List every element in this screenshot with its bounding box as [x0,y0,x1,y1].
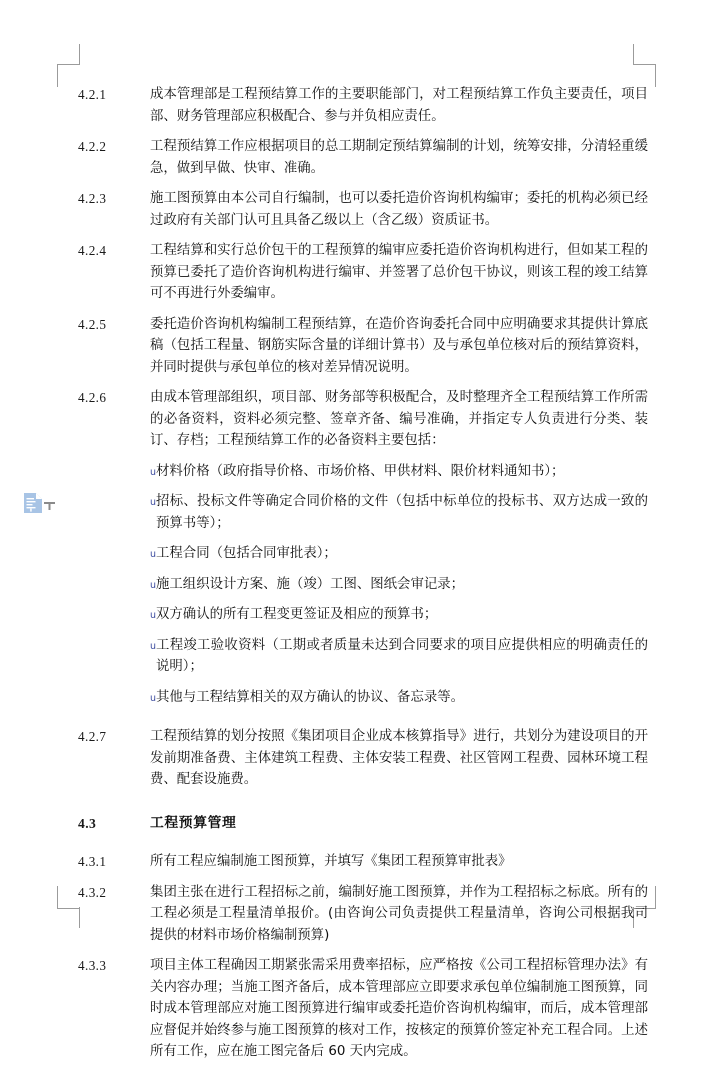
list-item [150,635,648,678]
list-item [150,461,648,483]
clause-4-3-1 [78,851,648,873]
clause-4-2-1 [78,84,648,127]
list-item-text: 双方确认的所有工程变更签证及相应的预算书； [156,607,438,622]
clause-4-3-3 [78,955,648,1063]
clause-4-2-7 [78,726,648,791]
clause-text: 工程结算和实行总价包干的工程预算的编审应委托造价咨询机构进行，但如某工程的预算已委托了造价咨询机构进行编审、并签署了总价包干协议，则该工程的竣工结算可不再进行外委编审。 [150,243,648,301]
clause-4-2-2 [78,136,648,179]
clause-text: 工程预结算的划分按照《集团项目企业成本核算指导》进行，共划分为建设项目的开发前期准备费、主体建筑工程费、主体安装工程费、社区管网工程费、园林环境工程费、配套设施费。 [150,729,648,787]
clause-number: 4.2.6 [78,390,107,405]
clause-text: 集团主张在进行工程招标之前，编制好施工图预算，并作为工程招标之标底。所有的工程必须是工程量清单报价。(由咨询公司负责提供工程量清单，咨询公司根据我司提供的材料市场价格编制预算) [150,884,648,943]
clause-number: 4.2.2 [78,139,107,154]
clause-number: 4.3.2 [78,884,107,900]
clause-text: 所有工程应编制施工图预算，并填写《集团工程预算审批表》 [150,854,512,869]
clause-text: 项目主体工程确因工期紧张需采用费率招标，应严格按《公司工程招标管理办法》有关内容办理；当施工图齐备后，成本管理部应立即要求承包单位编制施工图预算，同时成本管理部应对施工图预算进行编审或委托造价咨询机构编审，而后，成本管理部应督促并始终参与施工图预算的核对工作，按核定的预算价签定补充工程合同。上述所有工作，应在施工图完备后 60 天内完成。 [150,958,648,1059]
crop-mark-top-left [57,64,80,87]
list-item-text: 招标、投标文件等确定合同价格的文件（包括中标单位的投标书、双方达成一致的预算书等）； [156,494,648,531]
section-title: 工程预算管理 [150,814,237,831]
clause-text: 成本管理部是工程预结算工作的主要职能部门，对工程预结算工作负主要责任，项目部、财务管理部应积极配合、参与并负相应责任。 [150,87,648,124]
clause-number: 4.2.7 [78,729,107,744]
list-item-text: 施工组织设计方案、施（竣）工图、图纸会审记录； [156,576,465,592]
square-bullet-icon: u [150,579,157,591]
required-documents-list [150,461,648,718]
section-heading-4-3 [78,813,648,835]
clause-number: 4.2.4 [78,243,107,258]
list-item-text: 工程合同（包括合同审批表）； [156,546,337,561]
clause-number: 4.2.1 [78,87,107,102]
clause-text: 委托造价咨询机构编制工程预结算，在造价咨询委托合同中应明确要求其提供计算底稿（包括工程量、钢筋实际含量的详细计算书）及与承包单位核对后的预结算资料，并同时提供与承包单位的核对差异情况说明。 [150,316,648,375]
crop-mark-bottom-left [57,886,80,909]
list-item [150,604,648,626]
document-body [78,84,648,1072]
list-item-text: 材料价格（政府指导价格、市场价格、甲供材料、限价材料通知书）； [156,463,565,479]
square-bullet-icon: u [150,640,157,652]
clause-number: 4.2.3 [78,191,107,206]
document-page-icon[interactable] [24,493,42,513]
square-bullet-icon: u [150,466,157,478]
clause-4-3-2 [78,882,648,947]
list-item [150,574,648,596]
list-item [150,543,648,565]
clause-text: 施工图预算由本公司自行编制，也可以委托造价咨询机构编审；委托的机构必须已经过政府有关部门认可且具备乙级以上（含乙级）资质证书。 [150,191,648,228]
clause-4-2-3 [78,188,648,231]
clause-4-2-4 [78,240,648,305]
bullet-list-container [78,461,648,718]
clause-number: 4.3.3 [78,958,107,973]
clause-4-2-6 [78,387,648,452]
section-number: 4.3 [78,815,97,831]
list-item [150,491,648,534]
list-item-text: 工程竣工验收资料（工期或者质量未达到合同要求的项目应提供相应的明确责任的说明）； [156,637,648,674]
text-cursor-icon [44,497,55,505]
clause-number: 4.2.5 [78,316,107,332]
list-item [150,687,648,709]
square-bullet-icon: u [150,610,157,621]
clause-number: 4.3.1 [78,854,107,869]
clause-text: 由成本管理部组织，项目部、财务部等积极配合，及时整理齐全工程预结算工作所需的必备资料，资料必须完整、签章齐备、编号准确，并指定专人负责进行分类、装订、存档；工程预结算工作的必备资料主要包括： [150,390,648,448]
clause-4-2-5 [78,314,648,379]
square-bullet-icon: u [150,692,157,704]
square-bullet-icon: u [150,549,157,560]
square-bullet-icon: u [150,497,157,508]
clause-text: 工程预结算工作应根据项目的总工期制定预结算编制的计划，统筹安排，分清轻重缓急，做到早做、快审、准确。 [150,139,648,176]
list-item-text: 其他与工程结算相关的双方确认的协议、备忘录等。 [156,689,465,705]
